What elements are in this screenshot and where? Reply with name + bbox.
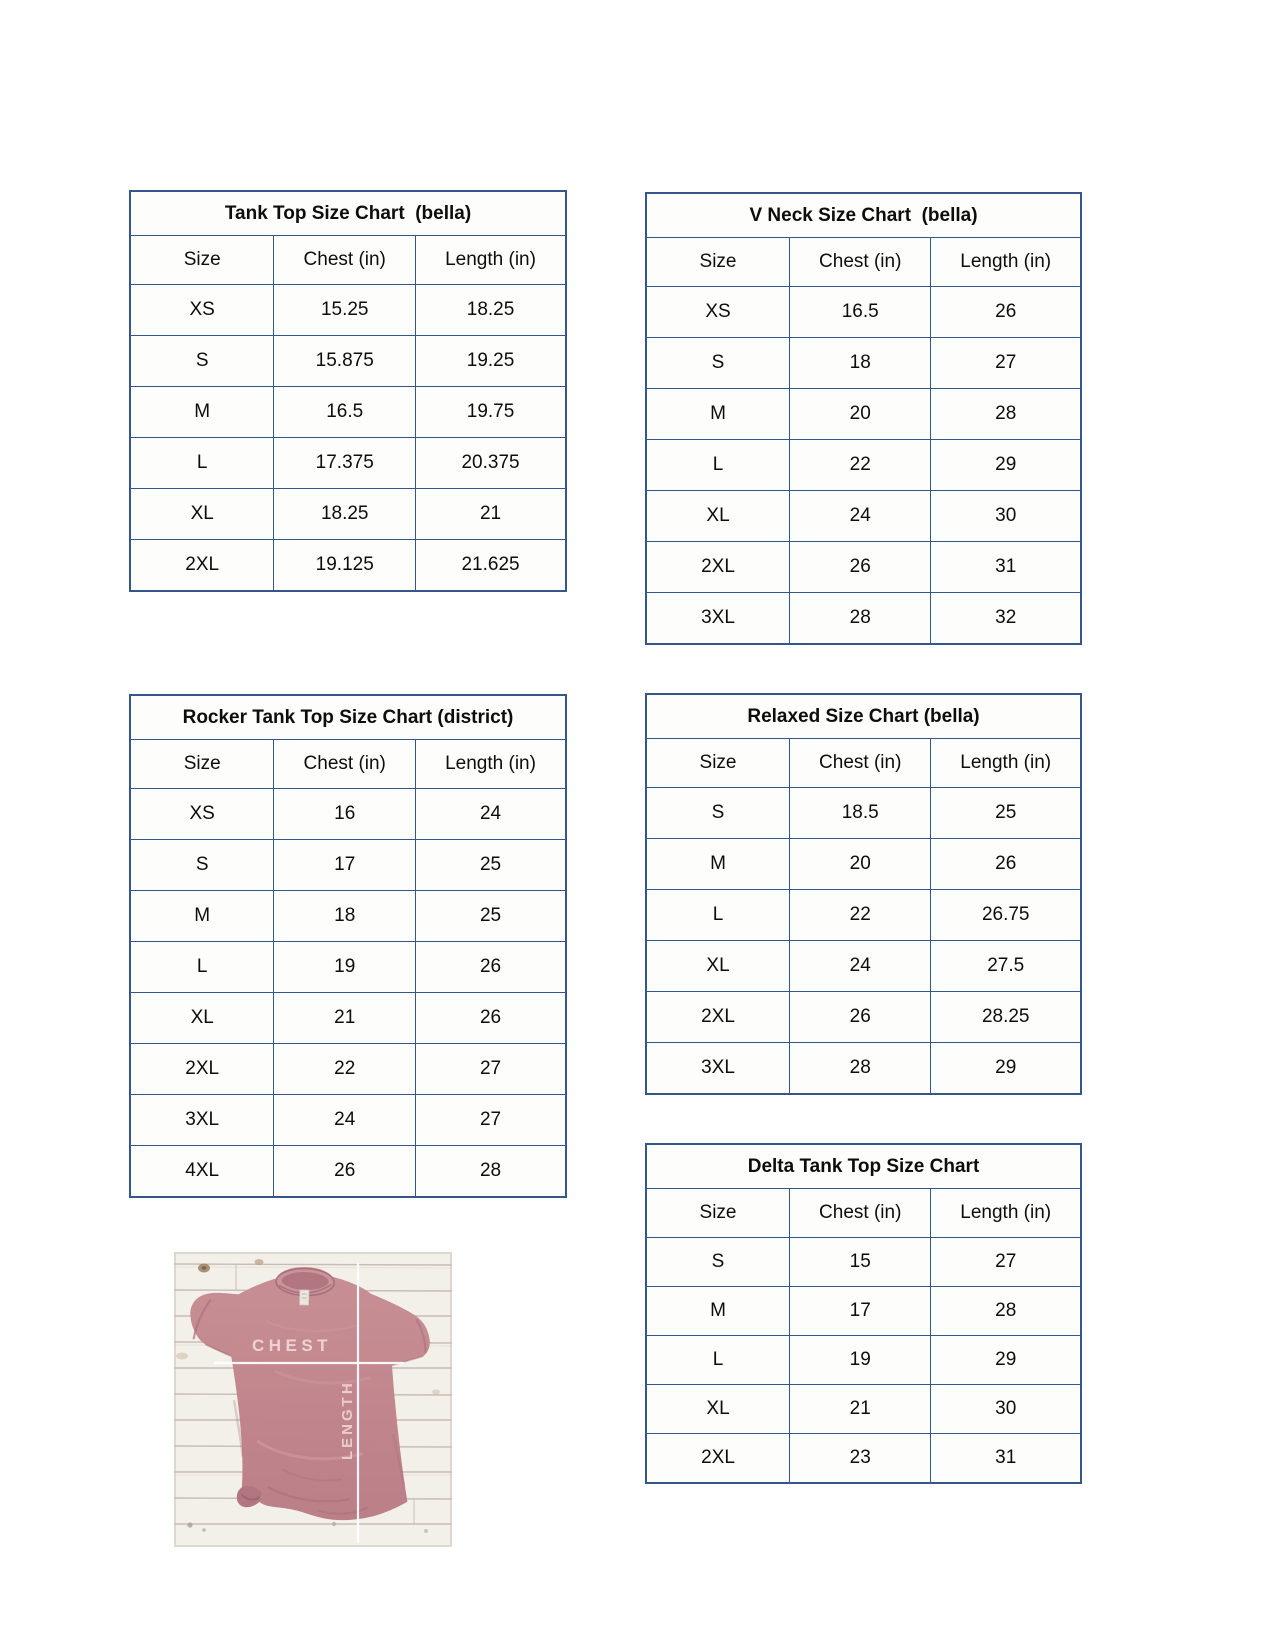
- v-neck-bella-cell-6-2: 32: [931, 593, 1081, 645]
- delta-tank-top-row-XL: [646, 1385, 1081, 1434]
- v-neck-bella-title: V Neck Size Chart (bella): [646, 193, 1081, 238]
- rocker-tank-top-district-cell-1-1: 17: [274, 840, 416, 891]
- relaxed-bella-row-S: [646, 788, 1081, 839]
- relaxed-bella-cell-1-1: 20: [790, 839, 931, 890]
- rocker-tank-top-district-cell-1-2: 25: [416, 840, 566, 891]
- tank-top-bella-cell-2-0: M: [130, 387, 274, 438]
- tank-top-bella-header-0: Size: [130, 236, 274, 285]
- relaxed-bella-header-2: Length (in): [931, 739, 1081, 788]
- delta-tank-top-cell-0-2: 27: [931, 1238, 1081, 1287]
- v-neck-bella-cell-5-1: 26: [790, 542, 931, 593]
- delta-tank-top-row-M: [646, 1287, 1081, 1336]
- relaxed-bella-cell-2-1: 22: [790, 890, 931, 941]
- rocker-tank-top-district-cell-7-2: 28: [416, 1146, 566, 1198]
- relaxed-bella-cell-4-2: 28.25: [931, 992, 1081, 1043]
- tank-top-bella-cell-2-2: 19.75: [416, 387, 566, 438]
- v-neck-bella-grid: [645, 192, 1082, 645]
- tank-top-bella-cell-0-1: 15.25: [274, 285, 416, 336]
- rocker-tank-top-district-row-L: [130, 942, 566, 993]
- delta-tank-top-row-L: [646, 1336, 1081, 1385]
- tank-top-bella-cell-5-1: 19.125: [274, 540, 416, 592]
- relaxed-bella-header-row: [646, 739, 1081, 788]
- delta-tank-top-cell-4-0: 2XL: [646, 1434, 790, 1484]
- tank-top-bella-header-row: [130, 236, 566, 285]
- rocker-tank-top-district-cell-6-1: 24: [274, 1095, 416, 1146]
- rocker-tank-top-district-cell-0-0: XS: [130, 789, 274, 840]
- rocker-tank-top-district-cell-3-2: 26: [416, 942, 566, 993]
- v-neck-bella-cell-4-0: XL: [646, 491, 790, 542]
- relaxed-bella-cell-2-0: L: [646, 890, 790, 941]
- rocker-tank-top-district-cell-6-0: 3XL: [130, 1095, 274, 1146]
- delta-tank-top-cell-1-1: 17: [790, 1287, 931, 1336]
- relaxed-bella-cell-5-0: 3XL: [646, 1043, 790, 1095]
- rocker-tank-top-district-cell-2-1: 18: [274, 891, 416, 942]
- rocker-tank-top-district-cell-1-0: S: [130, 840, 274, 891]
- v-neck-bella-row-2XL: [646, 542, 1081, 593]
- tank-top-bella-cell-1-1: 15.875: [274, 336, 416, 387]
- tank-top-bella-cell-3-2: 20.375: [416, 438, 566, 489]
- rocker-tank-top-district-row-XS: [130, 789, 566, 840]
- rocker-tank-top-district-row-XL: [130, 993, 566, 1044]
- delta-tank-top-cell-0-1: 15: [790, 1238, 931, 1287]
- rocker-tank-top-district-cell-4-1: 21: [274, 993, 416, 1044]
- relaxed-bella-header-0: Size: [646, 739, 790, 788]
- rocker-tank-top-district-header-row: [130, 740, 566, 789]
- rocker-tank-top-district-row-3XL: [130, 1095, 566, 1146]
- v-neck-bella-row-XS: [646, 287, 1081, 338]
- v-neck-bella-cell-1-2: 27: [931, 338, 1081, 389]
- rocker-tank-top-district-header-0: Size: [130, 740, 274, 789]
- v-neck-bella-row-XL: [646, 491, 1081, 542]
- v-neck-bella-cell-6-1: 28: [790, 593, 931, 645]
- tank-top-bella-cell-5-0: 2XL: [130, 540, 274, 592]
- delta-tank-top-row-2XL: [646, 1434, 1081, 1484]
- rocker-tank-top-district-cell-5-0: 2XL: [130, 1044, 274, 1095]
- tank-top-bella-row-M: [130, 387, 566, 438]
- relaxed-bella-cell-5-1: 28: [790, 1043, 931, 1095]
- v-neck-bella-cell-2-2: 28: [931, 389, 1081, 440]
- rocker-tank-top-district-cell-3-0: L: [130, 942, 274, 993]
- v-neck-bella-row-S: [646, 338, 1081, 389]
- relaxed-bella-cell-3-2: 27.5: [931, 941, 1081, 992]
- rocker-tank-top-size-chart-table: [129, 694, 567, 1198]
- delta-tank-top-cell-3-0: XL: [646, 1385, 790, 1434]
- delta-tank-top-cell-4-1: 23: [790, 1434, 931, 1484]
- relaxed-bella-cell-2-2: 26.75: [931, 890, 1081, 941]
- tank-top-bella-grid: [129, 190, 567, 592]
- length-label: LENGTH: [339, 1380, 356, 1460]
- relaxed-bella-cell-4-0: 2XL: [646, 992, 790, 1043]
- v-neck-bella-cell-5-2: 31: [931, 542, 1081, 593]
- delta-tank-top-cell-1-2: 28: [931, 1287, 1081, 1336]
- v-neck-bella-cell-3-0: L: [646, 440, 790, 491]
- v-neck-bella-header-2: Length (in): [931, 238, 1081, 287]
- relaxed-bella-cell-3-0: XL: [646, 941, 790, 992]
- care-tag: [300, 1290, 309, 1305]
- tshirt-measurement-photo: [174, 1252, 452, 1547]
- tank-top-bella-cell-1-0: S: [130, 336, 274, 387]
- rocker-tank-top-district-cell-7-0: 4XL: [130, 1146, 274, 1198]
- delta-tank-top-grid: [645, 1143, 1082, 1484]
- relaxed-bella-header-1: Chest (in): [790, 739, 931, 788]
- rocker-tank-top-district-grid: [129, 694, 567, 1198]
- relaxed-bella-cell-0-2: 25: [931, 788, 1081, 839]
- rocker-tank-top-district-title: Rocker Tank Top Size Chart (district): [130, 695, 566, 740]
- chest-label: CHEST: [251, 1336, 333, 1355]
- rocker-tank-top-district-cell-5-1: 22: [274, 1044, 416, 1095]
- v-neck-bella-row-3XL: [646, 593, 1081, 645]
- tank-top-bella-cell-2-1: 16.5: [274, 387, 416, 438]
- v-neck-bella-row-M: [646, 389, 1081, 440]
- tank-top-bella-row-XS: [130, 285, 566, 336]
- rocker-tank-top-district-header-1: Chest (in): [274, 740, 416, 789]
- relaxed-bella-cell-3-1: 24: [790, 941, 931, 992]
- delta-tank-top-title: Delta Tank Top Size Chart: [646, 1144, 1081, 1189]
- tank-top-bella-title: Tank Top Size Chart (bella): [130, 191, 566, 236]
- rocker-tank-top-district-row-S: [130, 840, 566, 891]
- tank-top-bella-cell-3-0: L: [130, 438, 274, 489]
- relaxed-bella-title: Relaxed Size Chart (bella): [646, 694, 1081, 739]
- delta-tank-top-cell-1-0: M: [646, 1287, 790, 1336]
- delta-tank-top-header-2: Length (in): [931, 1189, 1081, 1238]
- tshirt-measurement-illustration: [174, 1252, 452, 1547]
- rocker-tank-top-district-cell-4-0: XL: [130, 993, 274, 1044]
- delta-tank-top-header-row: [646, 1189, 1081, 1238]
- rocker-tank-top-district-cell-0-2: 24: [416, 789, 566, 840]
- tank-top-bella-cell-4-0: XL: [130, 489, 274, 540]
- delta-tank-top-header-1: Chest (in): [790, 1189, 931, 1238]
- v-neck-bella-cell-1-1: 18: [790, 338, 931, 389]
- rocker-tank-top-district-cell-0-1: 16: [274, 789, 416, 840]
- rocker-tank-top-district-cell-5-2: 27: [416, 1044, 566, 1095]
- delta-tank-top-row-S: [646, 1238, 1081, 1287]
- rocker-tank-top-district-cell-3-1: 19: [274, 942, 416, 993]
- tank-top-bella-cell-5-2: 21.625: [416, 540, 566, 592]
- rocker-tank-top-district-cell-4-2: 26: [416, 993, 566, 1044]
- tank-top-bella-cell-4-1: 18.25: [274, 489, 416, 540]
- relaxed-bella-cell-5-2: 29: [931, 1043, 1081, 1095]
- v-neck-bella-header-row: [646, 238, 1081, 287]
- tank-top-bella-row-2XL: [130, 540, 566, 592]
- v-neck-bella-cell-3-2: 29: [931, 440, 1081, 491]
- rocker-tank-top-district-cell-2-2: 25: [416, 891, 566, 942]
- relaxed-bella-cell-0-0: S: [646, 788, 790, 839]
- v-neck-bella-cell-1-0: S: [646, 338, 790, 389]
- relaxed-bella-row-3XL: [646, 1043, 1081, 1095]
- relaxed-bella-row-XL: [646, 941, 1081, 992]
- relaxed-bella-cell-1-2: 26: [931, 839, 1081, 890]
- tank-top-bella-header-1: Chest (in): [274, 236, 416, 285]
- v-neck-bella-cell-0-2: 26: [931, 287, 1081, 338]
- delta-tank-top-cell-3-1: 21: [790, 1385, 931, 1434]
- relaxed-bella-cell-1-0: M: [646, 839, 790, 890]
- relaxed-size-chart-table: [645, 693, 1082, 1095]
- tank-top-bella-row-XL: [130, 489, 566, 540]
- tank-top-bella-cell-0-2: 18.25: [416, 285, 566, 336]
- v-neck-bella-cell-0-1: 16.5: [790, 287, 931, 338]
- rocker-tank-top-district-cell-7-1: 26: [274, 1146, 416, 1198]
- v-neck-bella-cell-0-0: XS: [646, 287, 790, 338]
- relaxed-bella-row-L: [646, 890, 1081, 941]
- v-neck-bella-header-0: Size: [646, 238, 790, 287]
- delta-tank-top-cell-2-1: 19: [790, 1336, 931, 1385]
- relaxed-bella-cell-4-1: 26: [790, 992, 931, 1043]
- delta-tank-top-header-0: Size: [646, 1189, 790, 1238]
- tank-top-bella-row-S: [130, 336, 566, 387]
- rocker-tank-top-district-row-M: [130, 891, 566, 942]
- tank-top-bella-cell-4-2: 21: [416, 489, 566, 540]
- v-neck-bella-row-L: [646, 440, 1081, 491]
- delta-tank-top-cell-0-0: S: [646, 1238, 790, 1287]
- rocker-tank-top-district-row-2XL: [130, 1044, 566, 1095]
- v-neck-bella-cell-5-0: 2XL: [646, 542, 790, 593]
- delta-tank-top-cell-2-2: 29: [931, 1336, 1081, 1385]
- tank-top-bella-header-2: Length (in): [416, 236, 566, 285]
- delta-tank-top-size-chart-table: [645, 1143, 1082, 1484]
- v-neck-size-chart-table: [645, 192, 1082, 645]
- v-neck-bella-cell-2-1: 20: [790, 389, 931, 440]
- relaxed-bella-row-M: [646, 839, 1081, 890]
- v-neck-bella-cell-6-0: 3XL: [646, 593, 790, 645]
- tank-top-bella-cell-3-1: 17.375: [274, 438, 416, 489]
- delta-tank-top-cell-4-2: 31: [931, 1434, 1081, 1484]
- tank-top-bella-row-L: [130, 438, 566, 489]
- relaxed-bella-grid: [645, 693, 1082, 1095]
- v-neck-bella-cell-3-1: 22: [790, 440, 931, 491]
- v-neck-bella-cell-4-2: 30: [931, 491, 1081, 542]
- v-neck-bella-cell-2-0: M: [646, 389, 790, 440]
- tank-top-bella-cell-1-2: 19.25: [416, 336, 566, 387]
- tank-top-size-chart-table: [129, 190, 567, 592]
- delta-tank-top-cell-3-2: 30: [931, 1385, 1081, 1434]
- relaxed-bella-row-2XL: [646, 992, 1081, 1043]
- rocker-tank-top-district-header-2: Length (in): [416, 740, 566, 789]
- delta-tank-top-cell-2-0: L: [646, 1336, 790, 1385]
- rocker-tank-top-district-row-4XL: [130, 1146, 566, 1198]
- rocker-tank-top-district-cell-2-0: M: [130, 891, 274, 942]
- v-neck-bella-cell-4-1: 24: [790, 491, 931, 542]
- v-neck-bella-header-1: Chest (in): [790, 238, 931, 287]
- rocker-tank-top-district-cell-6-2: 27: [416, 1095, 566, 1146]
- relaxed-bella-cell-0-1: 18.5: [790, 788, 931, 839]
- tank-top-bella-cell-0-0: XS: [130, 285, 274, 336]
